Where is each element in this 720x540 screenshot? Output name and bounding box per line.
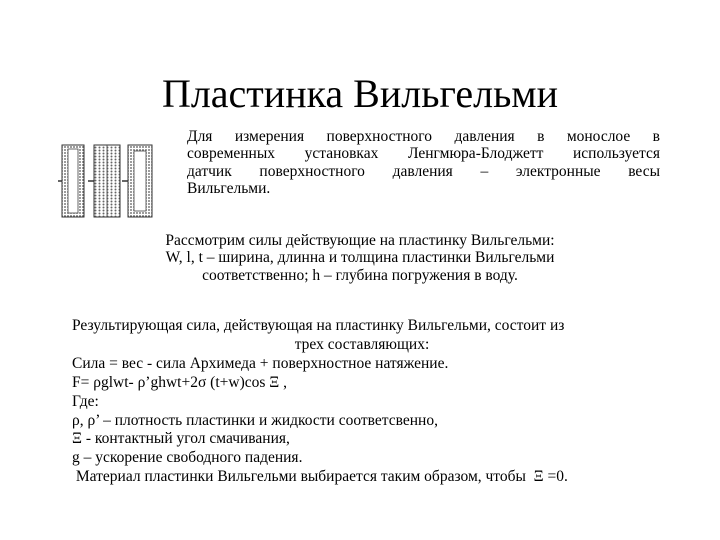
slide-title: Пластинка Вильгельми <box>161 71 559 116</box>
intro-line: датчик поверхностного давления – электронные весы <box>187 162 660 180</box>
result-paragraph <box>72 317 652 487</box>
result-line: g – ускорение свободного падения. <box>72 449 303 467</box>
forces-paragraph <box>110 232 610 284</box>
intro-paragraph <box>187 128 660 198</box>
intro-line: Вильгельми. <box>187 180 271 198</box>
result-line: Где: <box>72 392 99 410</box>
result-line: Материал пластинки Вильгельми выбирается таким образом, чтобы Ξ =0. <box>72 468 568 486</box>
intro-line: Для измерения поверхностного давления в монослое в <box>187 128 660 145</box>
result-line: трех составляющих: <box>294 335 430 353</box>
result-line: Результирующая сила, действующая на пластинку Вильгельми, состоит из <box>72 317 565 334</box>
intro-line: современных установках Ленгмюра-Блоджетт используется <box>187 145 660 163</box>
wilhelmy-plate-diagram <box>58 143 158 221</box>
forces-line: соответственно; h – глубина погружения в воду. <box>202 266 518 284</box>
formula-line: F= ρglwt- ρ’ghwt+2σ (t+w)cos Ξ , <box>72 373 288 391</box>
result-line: Ξ - контактный угол смачивания, <box>72 430 290 448</box>
forces-line: W, l, t – ширина, длинна и толщина пластинки Вильгельми <box>165 249 555 267</box>
result-line: Сила = вес - сила Архимеда + поверхностное натяжение. <box>72 354 449 372</box>
result-line: ρ, ρ’ – плотность пластинки и жидкости соответсвенно, <box>72 411 438 429</box>
forces-line: Рассмотрим силы действующие на пластинку Вильгельми: <box>165 232 555 249</box>
